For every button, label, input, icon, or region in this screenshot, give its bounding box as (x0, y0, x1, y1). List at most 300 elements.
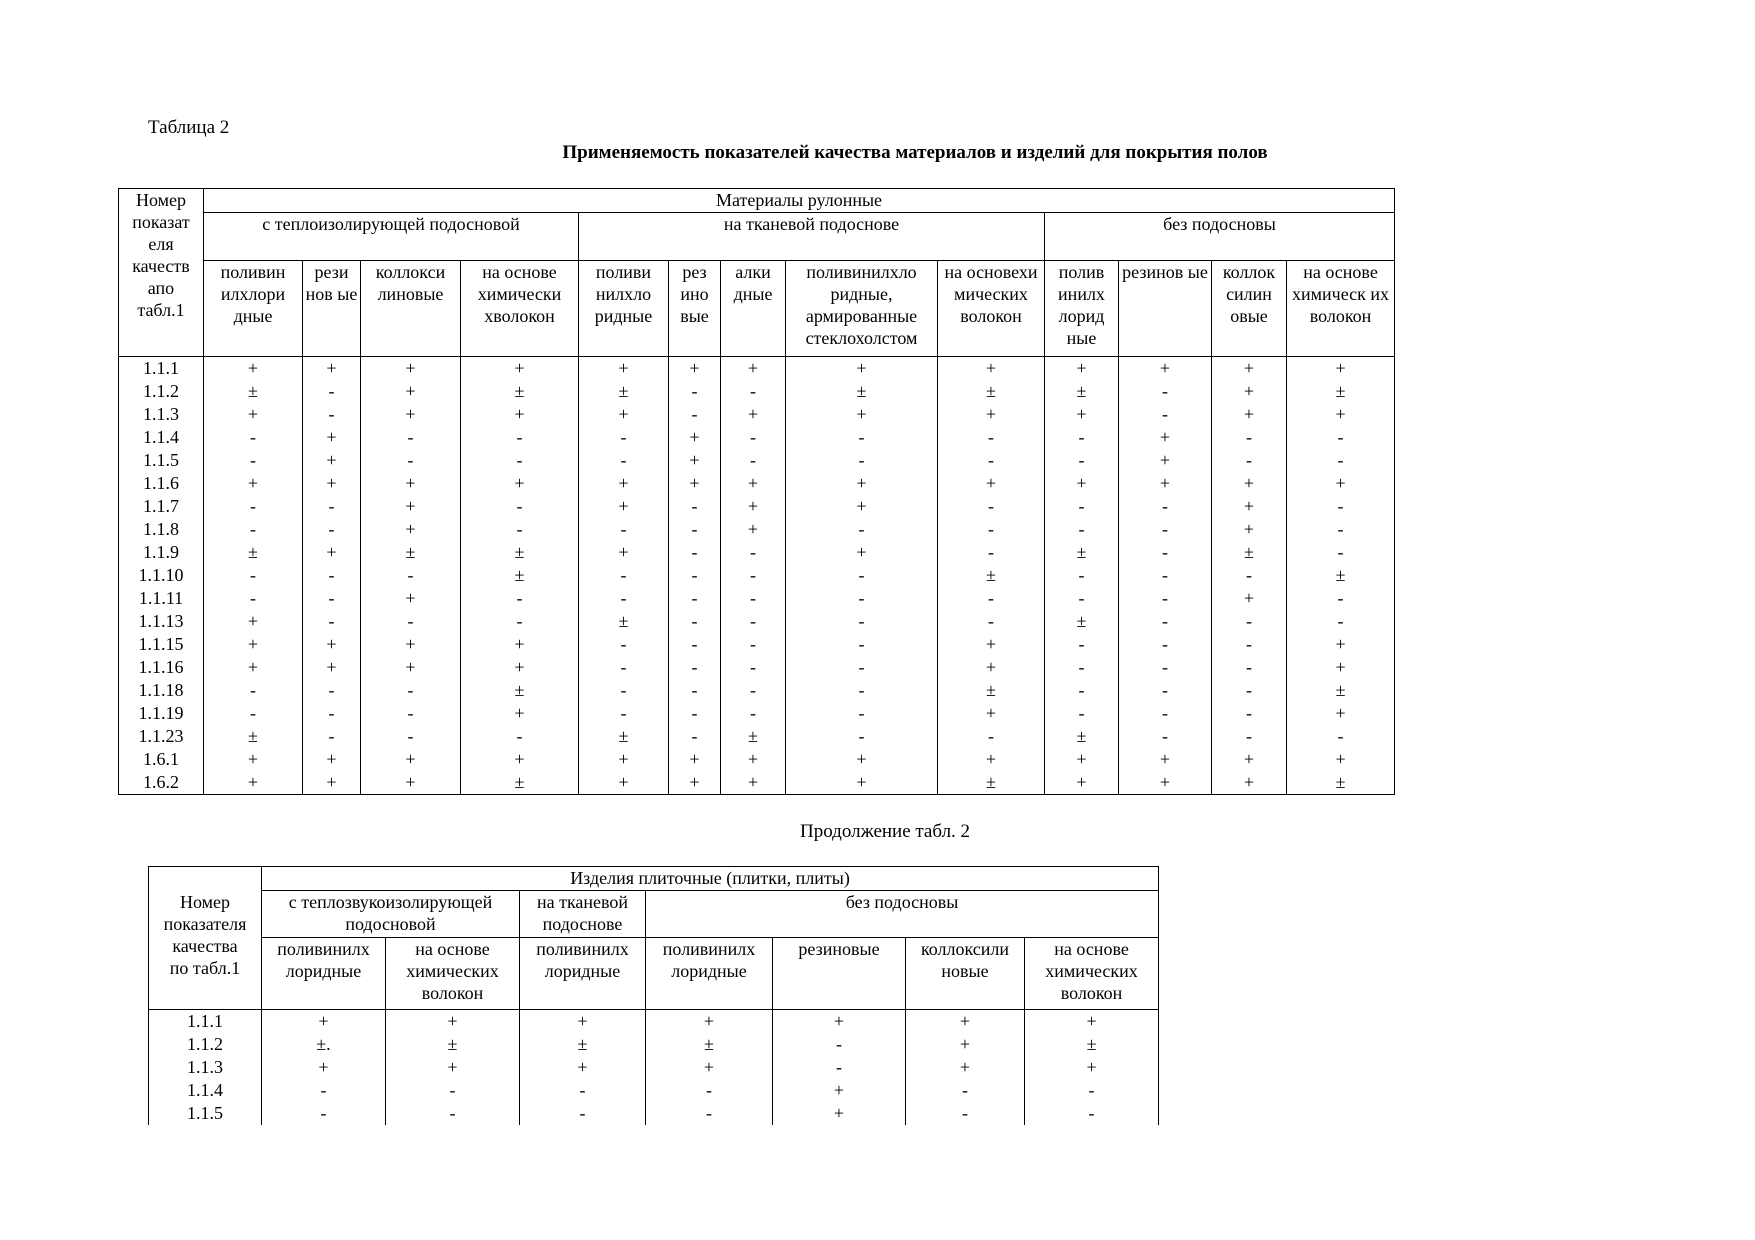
applicability-mark: + (361, 357, 461, 381)
applicability-mark: ± (1045, 610, 1119, 633)
applicability-mark: + (721, 403, 786, 426)
applicability-mark: ± (786, 380, 938, 403)
applicability-mark: + (906, 1010, 1025, 1034)
applicability-mark: + (786, 472, 938, 495)
applicability-mark: + (1287, 472, 1395, 495)
applicability-mark: - (1212, 633, 1287, 656)
indicator-number: 1.1.19 (119, 702, 204, 725)
column-header: на основе химических волокон (386, 938, 520, 1010)
applicability-mark: ± (1287, 771, 1395, 795)
applicability-mark: - (669, 403, 721, 426)
applicability-mark: - (303, 679, 361, 702)
applicability-mark: - (1045, 564, 1119, 587)
applicability-mark: - (721, 656, 786, 679)
applicability-mark: - (1212, 656, 1287, 679)
indicator-number: 1.1.18 (119, 679, 204, 702)
table-tile-products (148, 866, 1159, 1125)
applicability-mark: - (386, 1102, 520, 1125)
applicability-mark: - (579, 426, 669, 449)
applicability-mark: + (303, 748, 361, 771)
applicability-mark: + (461, 633, 579, 656)
applicability-mark: - (1287, 518, 1395, 541)
applicability-mark: - (773, 1056, 906, 1079)
applicability-mark: - (1212, 449, 1287, 472)
applicability-mark: - (1045, 518, 1119, 541)
applicability-mark: ±. (262, 1033, 386, 1056)
applicability-mark: - (938, 518, 1045, 541)
applicability-mark: - (786, 656, 938, 679)
row-header-line: еля (148, 234, 174, 254)
column-header: поливинилх лоридные (646, 938, 773, 1010)
applicability-mark: ± (646, 1033, 773, 1056)
indicator-number: 1.1.5 (119, 449, 204, 472)
applicability-mark: - (1119, 495, 1212, 518)
applicability-mark: - (1025, 1102, 1159, 1125)
applicability-mark: + (1212, 748, 1287, 771)
applicability-mark: + (1212, 357, 1287, 381)
indicator-number: 1.1.6 (119, 472, 204, 495)
applicability-mark: - (579, 702, 669, 725)
applicability-mark: + (204, 656, 303, 679)
applicability-mark: - (1287, 426, 1395, 449)
indicator-number: 1.1.13 (119, 610, 204, 633)
applicability-mark: + (646, 1056, 773, 1079)
applicability-mark: - (204, 564, 303, 587)
applicability-mark: - (786, 633, 938, 656)
subgroup-header: без подосновы (1045, 213, 1395, 261)
applicability-mark: - (579, 656, 669, 679)
applicability-mark: ± (1212, 541, 1287, 564)
applicability-mark: + (938, 403, 1045, 426)
applicability-mark: - (386, 1079, 520, 1102)
applicability-mark: - (204, 518, 303, 541)
applicability-mark: + (721, 472, 786, 495)
subgroup-header: на тканевой подоснове (579, 213, 1045, 261)
applicability-mark: + (906, 1056, 1025, 1079)
applicability-mark: + (669, 771, 721, 795)
applicability-mark: - (1025, 1079, 1159, 1102)
applicability-mark: ± (461, 541, 579, 564)
indicator-number: 1.1.5 (149, 1102, 262, 1125)
applicability-mark: + (579, 771, 669, 795)
applicability-mark: - (461, 495, 579, 518)
column-header: на основе химическ их волокон (1287, 261, 1395, 357)
applicability-mark: + (461, 656, 579, 679)
table-row (149, 1033, 1159, 1056)
applicability-mark: + (938, 357, 1045, 381)
applicability-mark: - (1119, 633, 1212, 656)
indicator-number: 1.1.1 (149, 1010, 262, 1034)
applicability-mark: - (1212, 426, 1287, 449)
applicability-mark: - (1045, 702, 1119, 725)
column-header: поливинилх лоридные (262, 938, 386, 1010)
applicability-mark: - (786, 587, 938, 610)
applicability-mark: + (204, 748, 303, 771)
applicability-mark: - (1212, 725, 1287, 748)
applicability-mark: + (303, 357, 361, 381)
table-row (119, 771, 1395, 795)
applicability-mark: + (303, 541, 361, 564)
applicability-mark: + (204, 610, 303, 633)
applicability-mark: + (786, 771, 938, 795)
applicability-mark: + (361, 472, 461, 495)
applicability-mark: + (361, 403, 461, 426)
column-header: рез ино вые (669, 261, 721, 357)
applicability-mark: - (1212, 564, 1287, 587)
applicability-mark: - (1119, 541, 1212, 564)
applicability-mark: ± (461, 380, 579, 403)
applicability-mark: + (303, 449, 361, 472)
applicability-mark: + (1287, 633, 1395, 656)
applicability-mark: - (938, 725, 1045, 748)
applicability-mark: ± (938, 679, 1045, 702)
applicability-mark: - (361, 702, 461, 725)
applicability-mark: + (579, 472, 669, 495)
applicability-mark: + (1119, 771, 1212, 795)
applicability-mark: + (461, 357, 579, 381)
applicability-mark: - (786, 518, 938, 541)
applicability-mark: + (1287, 748, 1395, 771)
table-row (119, 541, 1395, 564)
column-header: резинов ые (1119, 261, 1212, 357)
applicability-mark: - (361, 564, 461, 587)
applicability-mark: - (303, 610, 361, 633)
applicability-mark: + (579, 748, 669, 771)
applicability-mark: + (1119, 472, 1212, 495)
applicability-mark: + (669, 748, 721, 771)
applicability-mark: - (1119, 518, 1212, 541)
applicability-mark: - (906, 1079, 1025, 1102)
applicability-mark: - (361, 610, 461, 633)
applicability-mark: - (1045, 426, 1119, 449)
applicability-mark: - (938, 426, 1045, 449)
applicability-mark: - (303, 587, 361, 610)
applicability-mark: ± (938, 380, 1045, 403)
column-header: поливин илхлори дные (204, 261, 303, 357)
applicability-mark: - (579, 518, 669, 541)
applicability-mark: - (579, 679, 669, 702)
applicability-mark: - (938, 541, 1045, 564)
applicability-mark: - (906, 1102, 1025, 1125)
table-row (119, 357, 1395, 381)
applicability-mark: + (461, 403, 579, 426)
applicability-mark: ± (721, 725, 786, 748)
applicability-mark: + (1287, 656, 1395, 679)
applicability-mark: - (204, 426, 303, 449)
applicability-mark: + (361, 587, 461, 610)
applicability-mark: ± (204, 380, 303, 403)
indicator-number: 1.1.7 (119, 495, 204, 518)
applicability-mark: - (1045, 449, 1119, 472)
applicability-mark: + (773, 1079, 906, 1102)
applicability-mark: - (1287, 725, 1395, 748)
applicability-mark: + (361, 495, 461, 518)
row-header-text (150, 891, 260, 979)
applicability-mark: - (669, 633, 721, 656)
table-row (119, 495, 1395, 518)
applicability-mark: - (786, 426, 938, 449)
row-header-line: по табл.1 (169, 958, 241, 978)
table-title: Применяемость показателей качества материалов и изделий для покрытия полов (562, 142, 1268, 163)
indicator-number: 1.1.11 (119, 587, 204, 610)
applicability-mark: + (461, 702, 579, 725)
table-row (119, 380, 1395, 403)
applicability-mark: + (1045, 748, 1119, 771)
applicability-mark: - (1045, 633, 1119, 656)
table-row (119, 610, 1395, 633)
row-header-text (120, 189, 202, 321)
applicability-mark: + (204, 771, 303, 795)
table-row (119, 587, 1395, 610)
applicability-mark: - (303, 495, 361, 518)
applicability-mark: + (938, 702, 1045, 725)
applicability-mark: + (786, 357, 938, 381)
applicability-mark: + (1287, 403, 1395, 426)
applicability-mark: - (1119, 679, 1212, 702)
applicability-mark: ± (1287, 564, 1395, 587)
applicability-mark: + (1119, 449, 1212, 472)
row-header-line: апо (147, 278, 175, 298)
applicability-mark: ± (461, 771, 579, 795)
subgroup-header: с теплозвукоизолирующей подосновой (262, 891, 520, 938)
applicability-mark: + (461, 472, 579, 495)
applicability-mark: - (361, 725, 461, 748)
applicability-mark: - (773, 1033, 906, 1056)
applicability-mark: + (669, 449, 721, 472)
applicability-mark: - (1119, 702, 1212, 725)
applicability-mark: ± (579, 380, 669, 403)
applicability-mark: + (1212, 472, 1287, 495)
applicability-mark: + (786, 748, 938, 771)
applicability-mark: - (786, 725, 938, 748)
applicability-mark: + (303, 426, 361, 449)
subgroup-header: без подосновы (646, 891, 1159, 938)
applicability-mark: - (669, 380, 721, 403)
applicability-mark: ± (579, 610, 669, 633)
applicability-mark: + (1212, 380, 1287, 403)
applicability-mark: + (1212, 771, 1287, 795)
applicability-mark: + (938, 656, 1045, 679)
indicator-number: 1.1.4 (149, 1079, 262, 1102)
row-header-line: качества (172, 936, 238, 956)
indicator-number: 1.6.2 (119, 771, 204, 795)
applicability-mark: - (646, 1102, 773, 1125)
row-header-line: Номер (179, 892, 231, 912)
indicator-number: 1.1.2 (119, 380, 204, 403)
applicability-mark: + (579, 541, 669, 564)
applicability-mark: - (1119, 656, 1212, 679)
applicability-mark: - (938, 610, 1045, 633)
applicability-mark: - (1287, 587, 1395, 610)
indicator-number: 1.1.4 (119, 426, 204, 449)
applicability-mark: - (579, 449, 669, 472)
applicability-mark: - (461, 449, 579, 472)
applicability-mark: + (361, 656, 461, 679)
column-header: на основе химических волокон (1025, 938, 1159, 1010)
applicability-mark: + (1119, 426, 1212, 449)
applicability-mark: + (579, 357, 669, 381)
applicability-mark: + (303, 472, 361, 495)
applicability-mark: - (721, 679, 786, 702)
column-header: коллок силин овые (1212, 261, 1287, 357)
applicability-mark: - (579, 633, 669, 656)
indicator-number: 1.1.9 (119, 541, 204, 564)
applicability-mark: - (1119, 564, 1212, 587)
table-row (119, 403, 1395, 426)
applicability-mark: - (1119, 587, 1212, 610)
applicability-mark: + (1212, 495, 1287, 518)
applicability-mark: - (938, 449, 1045, 472)
row-header-line: показателя (163, 914, 247, 934)
applicability-mark: + (1025, 1010, 1159, 1034)
applicability-mark: ± (461, 564, 579, 587)
indicator-number: 1.1.23 (119, 725, 204, 748)
column-header: алки дные (721, 261, 786, 357)
applicability-mark: - (938, 495, 1045, 518)
applicability-mark: - (1045, 587, 1119, 610)
column-header: на основе химически хволокон (461, 261, 579, 357)
applicability-mark: - (669, 610, 721, 633)
applicability-mark: + (1045, 403, 1119, 426)
table-row (119, 564, 1395, 587)
applicability-mark: + (303, 656, 361, 679)
applicability-mark: - (1119, 610, 1212, 633)
applicability-mark: + (579, 403, 669, 426)
group-header: Изделия плиточные (плитки, плиты) (262, 867, 1159, 891)
indicator-number: 1.1.16 (119, 656, 204, 679)
applicability-mark: - (721, 426, 786, 449)
applicability-mark: + (1119, 748, 1212, 771)
applicability-mark: + (646, 1010, 773, 1034)
applicability-mark: - (669, 702, 721, 725)
applicability-mark: - (669, 495, 721, 518)
applicability-mark: - (1212, 702, 1287, 725)
applicability-mark: - (204, 495, 303, 518)
applicability-mark: + (721, 357, 786, 381)
applicability-mark: + (773, 1102, 906, 1125)
column-header: поливи нилхло ридные (579, 261, 669, 357)
applicability-mark: + (1287, 702, 1395, 725)
applicability-mark: - (1119, 725, 1212, 748)
group-header: Материалы рулонные (204, 189, 1395, 213)
applicability-mark: - (786, 679, 938, 702)
applicability-mark: - (461, 518, 579, 541)
applicability-mark: - (646, 1079, 773, 1102)
indicator-number: 1.1.3 (149, 1056, 262, 1079)
applicability-mark: - (303, 564, 361, 587)
applicability-mark: ± (461, 679, 579, 702)
applicability-mark: + (1212, 403, 1287, 426)
column-header: рези нов ые (303, 261, 361, 357)
applicability-mark: - (1212, 679, 1287, 702)
indicator-number: 1.1.15 (119, 633, 204, 656)
applicability-mark: ± (1287, 679, 1395, 702)
column-header: коллокси линовые (361, 261, 461, 357)
applicability-mark: - (721, 564, 786, 587)
applicability-mark: - (303, 518, 361, 541)
table-row (119, 656, 1395, 679)
applicability-mark: - (303, 380, 361, 403)
table-row (119, 449, 1395, 472)
applicability-mark: + (361, 748, 461, 771)
applicability-mark: - (669, 656, 721, 679)
applicability-mark: + (1212, 587, 1287, 610)
applicability-mark: + (786, 403, 938, 426)
applicability-mark: ± (204, 725, 303, 748)
applicability-mark: ± (361, 541, 461, 564)
indicator-number: 1.1.8 (119, 518, 204, 541)
applicability-mark: ± (938, 564, 1045, 587)
applicability-mark: + (786, 495, 938, 518)
applicability-mark: ± (204, 541, 303, 564)
row-header-line: табл.1 (137, 300, 185, 320)
row-header-cell (119, 189, 204, 357)
applicability-mark: + (669, 357, 721, 381)
applicability-mark: - (721, 449, 786, 472)
applicability-mark: + (204, 357, 303, 381)
table-rolled-materials (118, 188, 1395, 795)
applicability-mark: + (361, 633, 461, 656)
applicability-mark: + (721, 495, 786, 518)
applicability-mark: ± (1025, 1033, 1159, 1056)
applicability-mark: - (1287, 449, 1395, 472)
indicator-number: 1.1.10 (119, 564, 204, 587)
applicability-mark: - (721, 541, 786, 564)
applicability-mark: + (361, 380, 461, 403)
applicability-mark: + (1287, 357, 1395, 381)
applicability-mark: + (520, 1010, 646, 1034)
applicability-mark: + (938, 748, 1045, 771)
applicability-mark: - (1287, 495, 1395, 518)
indicator-number: 1.1.2 (149, 1033, 262, 1056)
applicability-mark: ± (1045, 541, 1119, 564)
applicability-mark: - (1287, 610, 1395, 633)
applicability-mark: + (204, 633, 303, 656)
applicability-mark: - (1045, 656, 1119, 679)
table-row (119, 426, 1395, 449)
applicability-mark: - (721, 702, 786, 725)
applicability-mark: ± (1045, 725, 1119, 748)
applicability-mark: - (204, 679, 303, 702)
applicability-mark: - (1212, 610, 1287, 633)
applicability-mark: - (204, 449, 303, 472)
indicator-number: 1.1.1 (119, 357, 204, 381)
applicability-mark: - (669, 587, 721, 610)
applicability-mark: - (1119, 380, 1212, 403)
column-header: коллоксили новые (906, 938, 1025, 1010)
column-header: поливинилхло ридные, армированные стеклохолстом (786, 261, 938, 357)
applicability-mark: + (461, 748, 579, 771)
applicability-mark: + (303, 633, 361, 656)
applicability-mark: - (669, 541, 721, 564)
applicability-mark: - (669, 725, 721, 748)
table-row (119, 725, 1395, 748)
applicability-mark: + (262, 1010, 386, 1034)
column-header: на основехи мических волокон (938, 261, 1045, 357)
applicability-mark: + (361, 518, 461, 541)
applicability-mark: - (1287, 541, 1395, 564)
table-row (149, 1056, 1159, 1079)
table-row (149, 1010, 1159, 1034)
applicability-mark: ± (520, 1033, 646, 1056)
applicability-mark: - (303, 702, 361, 725)
subgroup-header: на тканевой подоснове (520, 891, 646, 938)
applicability-mark: - (204, 702, 303, 725)
applicability-mark: - (520, 1079, 646, 1102)
applicability-mark: - (669, 679, 721, 702)
applicability-mark: - (461, 610, 579, 633)
applicability-mark: - (1045, 679, 1119, 702)
